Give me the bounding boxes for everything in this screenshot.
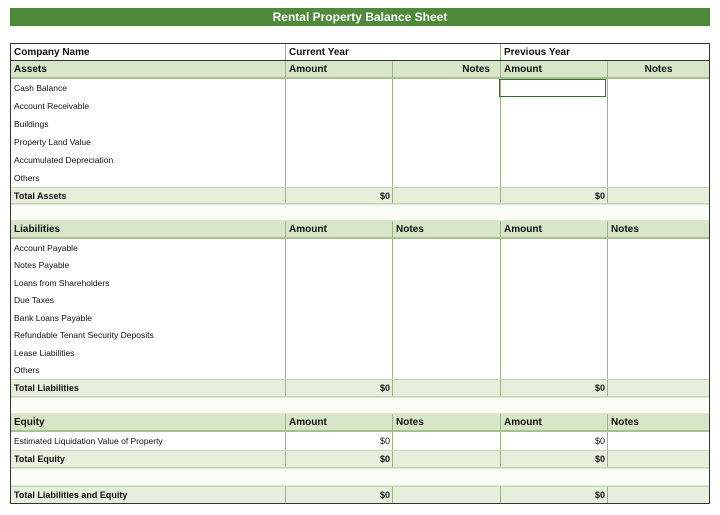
equity-current-notes-header[interactable]: Notes: [393, 414, 501, 431]
table-row: [11, 133, 709, 151]
notes-cell[interactable]: [608, 97, 709, 115]
notes-cell[interactable]: [608, 151, 709, 169]
amount-cell[interactable]: [501, 169, 608, 187]
notes-cell[interactable]: [393, 292, 501, 310]
notes-cell[interactable]: [608, 327, 709, 345]
amount-cell[interactable]: [501, 362, 608, 380]
amount-cell[interactable]: [501, 97, 608, 115]
assets-section-header: [11, 61, 709, 79]
notes-cell[interactable]: [608, 188, 709, 203]
notes-cell[interactable]: [393, 188, 501, 203]
amount-cell[interactable]: [286, 344, 393, 362]
equity-section-header: [11, 414, 709, 432]
amount-cell[interactable]: [286, 292, 393, 310]
amount-cell[interactable]: [286, 169, 393, 187]
amount-cell[interactable]: [286, 257, 393, 275]
liability-item-label[interactable]: Account Payable: [11, 239, 286, 257]
equity-current-amount-header[interactable]: Amount: [286, 414, 393, 431]
amount-cell[interactable]: [286, 309, 393, 327]
amount-cell[interactable]: [501, 133, 608, 151]
total-liabilities-equity-row: [11, 486, 709, 503]
equity-label[interactable]: Equity: [11, 414, 286, 431]
notes-cell[interactable]: [608, 362, 709, 380]
notes-cell[interactable]: [393, 380, 501, 396]
notes-cell[interactable]: [608, 309, 709, 327]
liabilities-previous-amount-header[interactable]: Amount: [501, 221, 608, 238]
liability-item-label[interactable]: Bank Loans Payable: [11, 309, 286, 327]
amount-cell[interactable]: [286, 133, 393, 151]
grand-total-previous[interactable]: $0: [501, 487, 608, 503]
asset-item-label[interactable]: Cash Balance: [11, 79, 286, 97]
assets-previous-amount-header[interactable]: Amount: [501, 61, 608, 78]
table-row: [11, 97, 709, 115]
total-equity-row: [11, 450, 709, 468]
table-row: [11, 309, 709, 327]
equity-item-current[interactable]: $0: [286, 432, 393, 450]
amount-cell[interactable]: [286, 97, 393, 115]
total-liabilities-row: [11, 379, 709, 397]
notes-cell[interactable]: [608, 257, 709, 275]
liabilities-section-header: [11, 221, 709, 239]
amount-cell[interactable]: [286, 327, 393, 345]
notes-cell[interactable]: [393, 133, 501, 151]
table-row: [11, 292, 709, 310]
notes-cell[interactable]: [393, 451, 501, 467]
asset-item-label[interactable]: Account Receivable: [11, 97, 286, 115]
equity-previous-notes-header[interactable]: Notes: [608, 414, 709, 431]
current-year-header[interactable]: Current Year: [286, 44, 501, 60]
notes-cell[interactable]: [608, 79, 709, 97]
asset-item-label[interactable]: Buildings: [11, 115, 286, 133]
notes-cell[interactable]: [393, 239, 501, 257]
table-row: [11, 344, 709, 362]
notes-cell[interactable]: [393, 362, 501, 380]
assets-previous-notes-header[interactable]: Notes: [608, 61, 709, 78]
notes-cell[interactable]: [393, 344, 501, 362]
assets-current-notes-header[interactable]: Notes: [393, 61, 501, 78]
total-equity-current[interactable]: $0: [286, 451, 393, 467]
amount-cell[interactable]: [286, 151, 393, 169]
table-row: [11, 327, 709, 345]
notes-cell[interactable]: [608, 169, 709, 187]
amount-cell[interactable]: [501, 344, 608, 362]
notes-cell[interactable]: [608, 344, 709, 362]
liabilities-previous-notes-header[interactable]: Notes: [608, 221, 709, 238]
total-liabilities-label[interactable]: Total Liabilities: [11, 380, 286, 396]
amount-cell[interactable]: [501, 115, 608, 133]
table-row: [11, 169, 709, 187]
spacer-row: [11, 204, 709, 221]
amount-cell[interactable]: [501, 151, 608, 169]
amount-cell[interactable]: [286, 79, 393, 97]
notes-cell[interactable]: [393, 432, 501, 450]
amount-cell[interactable]: [286, 239, 393, 257]
amount-cell[interactable]: [501, 274, 608, 292]
notes-cell[interactable]: [393, 151, 501, 169]
equity-previous-amount-header[interactable]: Amount: [501, 414, 608, 431]
notes-cell[interactable]: [608, 133, 709, 151]
table-row: [11, 362, 709, 380]
amount-cell[interactable]: [501, 257, 608, 275]
table-row: [11, 239, 709, 257]
notes-cell[interactable]: [393, 487, 501, 503]
table-row: [11, 151, 709, 169]
previous-year-header[interactable]: Previous Year: [504, 46, 570, 58]
amount-cell[interactable]: [286, 362, 393, 380]
notes-cell[interactable]: [608, 380, 709, 396]
amount-cell[interactable]: [286, 274, 393, 292]
assets-label[interactable]: Assets: [11, 61, 286, 78]
amount-cell[interactable]: [501, 327, 608, 345]
asset-item-label[interactable]: Accumulated Depreciation: [11, 151, 286, 169]
total-assets-current[interactable]: $0: [286, 188, 393, 203]
asset-item-label[interactable]: Property Land Value: [11, 133, 286, 151]
liability-item-label[interactable]: Loans from Shareholders: [11, 274, 286, 292]
table-row: [11, 257, 709, 275]
notes-cell[interactable]: [608, 274, 709, 292]
notes-cell[interactable]: [393, 274, 501, 292]
table-row: [11, 274, 709, 292]
notes-cell[interactable]: [393, 257, 501, 275]
equity-item-previous[interactable]: $0: [501, 432, 608, 450]
notes-cell[interactable]: [393, 309, 501, 327]
grand-total-current[interactable]: $0: [286, 487, 393, 503]
total-liabilities-previous[interactable]: $0: [501, 380, 608, 396]
amount-cell[interactable]: [286, 115, 393, 133]
total-assets-label[interactable]: Total Assets: [11, 188, 286, 203]
total-assets-row: [11, 187, 709, 204]
assets-current-amount-header[interactable]: Amount: [286, 61, 393, 78]
notes-cell[interactable]: [608, 239, 709, 257]
total-equity-previous[interactable]: $0: [501, 451, 608, 467]
equity-item-label[interactable]: Estimated Liquidation Value of Property: [11, 432, 286, 450]
liability-item-label[interactable]: Lease Liabilities: [11, 344, 286, 362]
notes-cell[interactable]: [393, 169, 501, 187]
liability-item-label[interactable]: Due Taxes: [11, 292, 286, 310]
liability-item-label[interactable]: Others: [11, 362, 286, 380]
amount-cell[interactable]: [501, 239, 608, 257]
table-row: [11, 432, 709, 450]
notes-cell[interactable]: [608, 292, 709, 310]
grand-total-label[interactable]: Total Liabilities and Equity: [11, 487, 286, 503]
selected-cell-highlight[interactable]: [499, 79, 606, 97]
table-row: [11, 115, 709, 133]
header-row: [11, 44, 709, 61]
total-assets-previous[interactable]: $0: [501, 188, 608, 203]
notes-cell[interactable]: [608, 487, 709, 503]
notes-cell[interactable]: [393, 327, 501, 345]
sheet-title: Rental Property Balance Sheet: [10, 8, 710, 26]
notes-cell[interactable]: [393, 79, 501, 97]
notes-cell[interactable]: [608, 115, 709, 133]
notes-cell[interactable]: [608, 432, 709, 450]
spacer-row: [11, 468, 709, 486]
asset-item-label[interactable]: Others: [11, 169, 286, 187]
notes-cell[interactable]: [393, 97, 501, 115]
amount-cell[interactable]: [501, 292, 608, 310]
liability-item-label[interactable]: Refundable Tenant Security Deposits: [11, 327, 286, 345]
liabilities-label[interactable]: Liabilities: [11, 221, 286, 238]
notes-cell[interactable]: [393, 115, 501, 133]
liability-item-label[interactable]: Notes Payable: [11, 257, 286, 275]
liabilities-current-notes-header[interactable]: Notes: [393, 221, 501, 238]
liabilities-current-amount-header[interactable]: Amount: [286, 221, 393, 238]
amount-cell[interactable]: [501, 309, 608, 327]
total-equity-label[interactable]: Total Equity: [11, 451, 286, 467]
notes-cell[interactable]: [608, 451, 709, 467]
spacer-row: [11, 397, 709, 414]
total-liabilities-current[interactable]: $0: [286, 380, 393, 396]
balance-sheet-table: [10, 43, 710, 504]
company-name-cell[interactable]: Company Name: [11, 44, 286, 60]
